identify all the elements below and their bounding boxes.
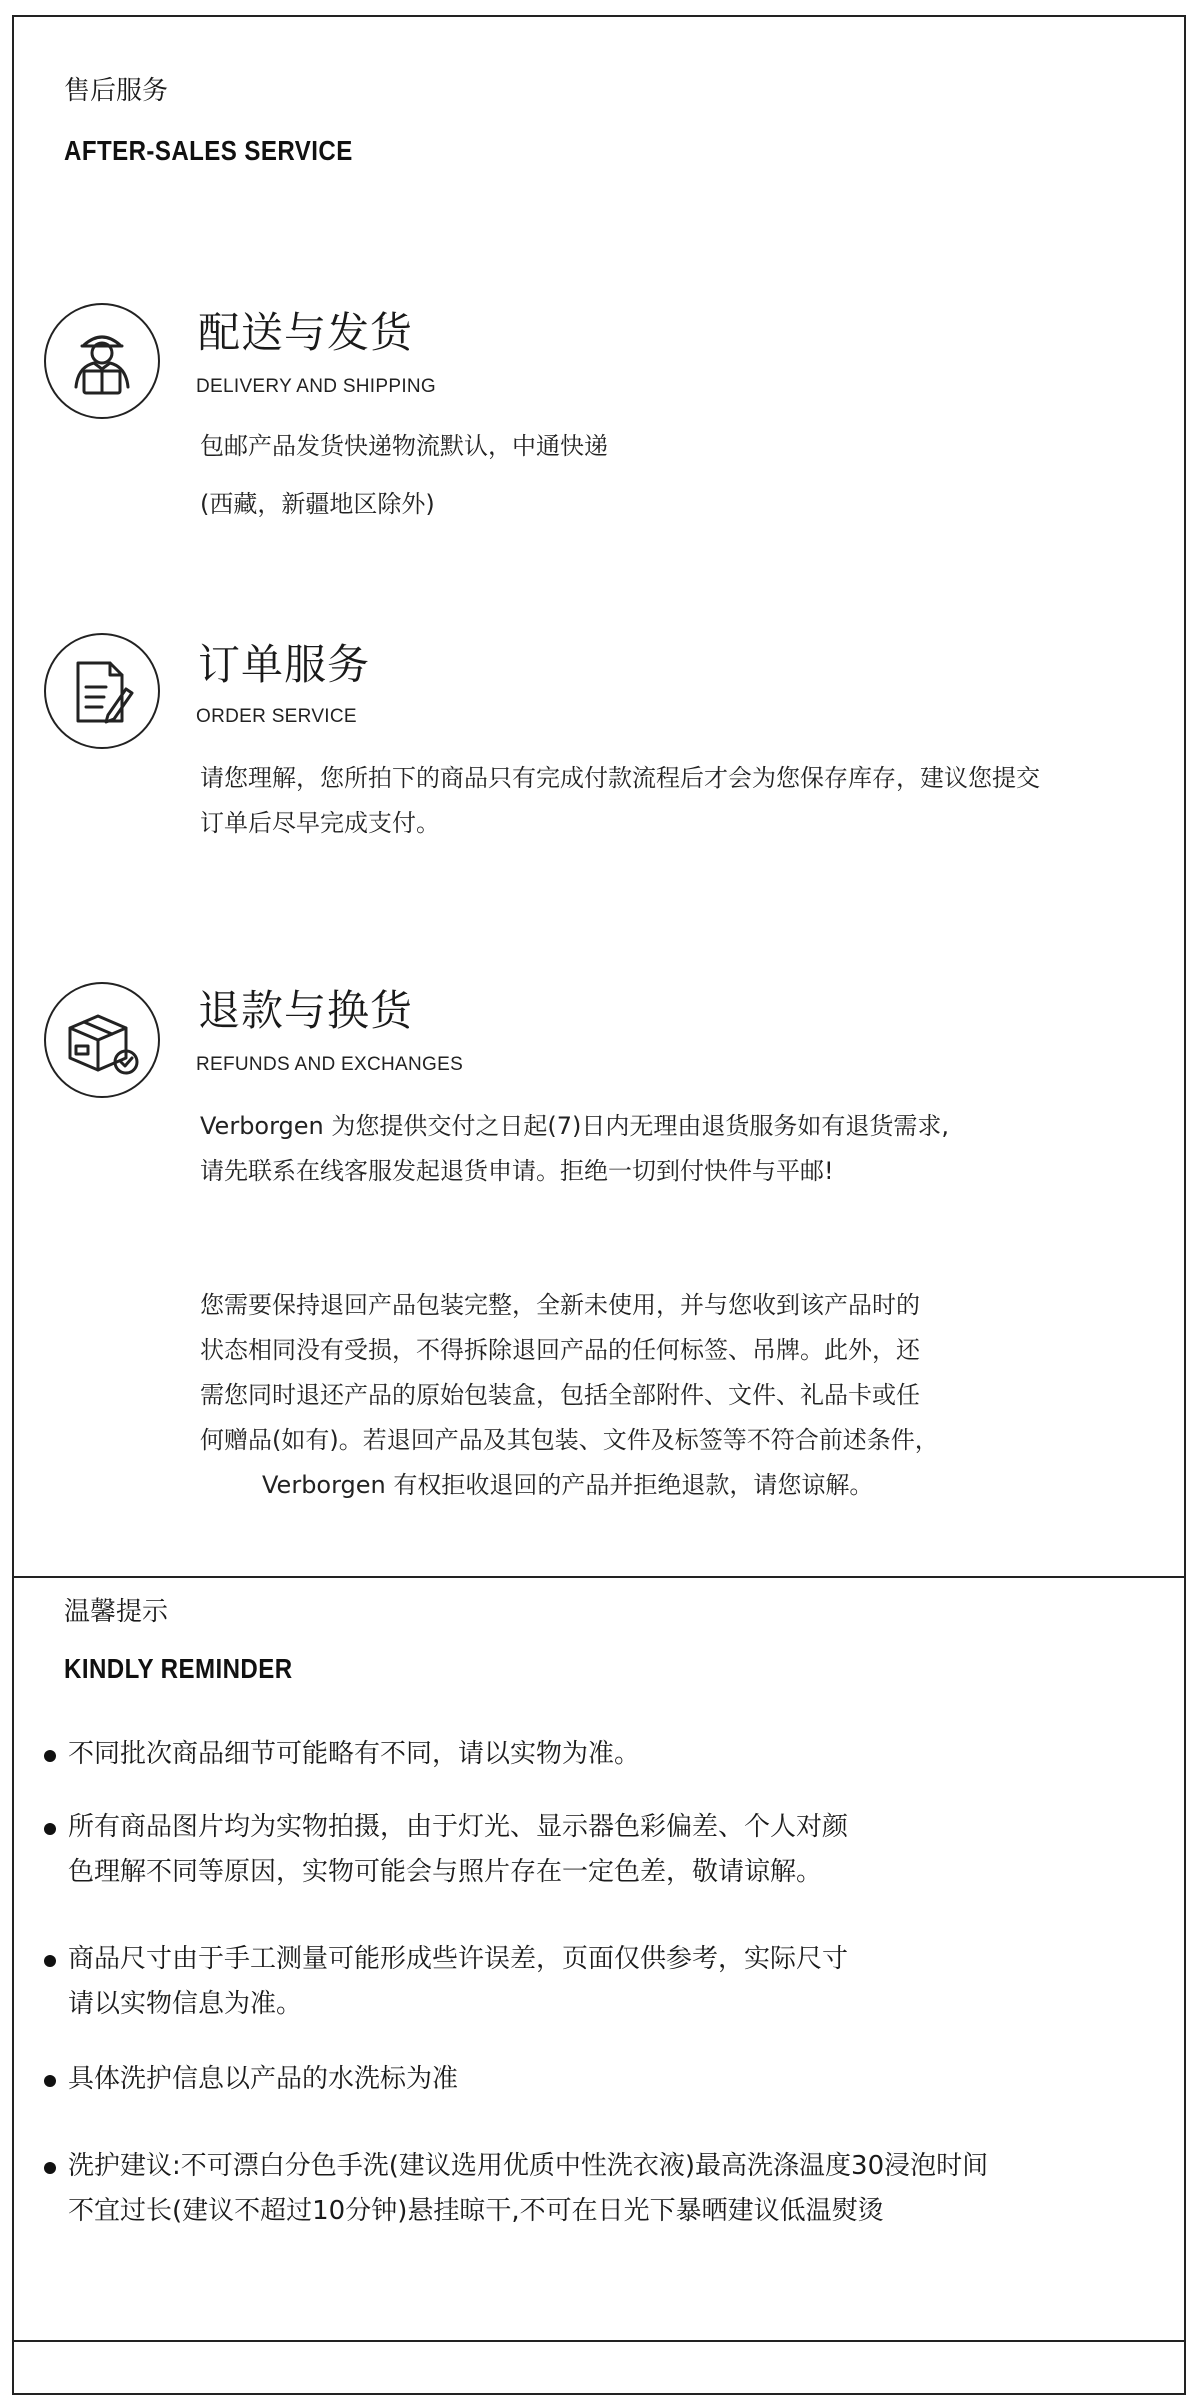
bullet-icon bbox=[44, 1750, 56, 1762]
order-title: 订单服务 bbox=[198, 640, 371, 689]
order-subtitle: ORDER SERVICE bbox=[196, 706, 357, 727]
text-line: 色理解不同等原因，实物可能会与照片存在一定色差，敬请谅解。 bbox=[68, 1857, 823, 1887]
list-item bbox=[44, 1937, 1144, 2027]
text-line: 请以实物信息为准。 bbox=[68, 1989, 303, 2019]
reminder-title-cn: 温馨提示 bbox=[64, 1597, 169, 1627]
bottom-divider bbox=[12, 2340, 1186, 2342]
delivery-title: 配送与发货 bbox=[198, 308, 414, 357]
text-line: 不同批次商品细节可能略有不同，请以实物为准。 bbox=[68, 1739, 641, 1769]
refund-subtitle: REFUNDS AND EXCHANGES bbox=[196, 1054, 464, 1075]
text-line: 所有商品图片均为实物拍摄，由于灯光、显示器色彩偏差、个人对颜 bbox=[68, 1812, 849, 1842]
order-text bbox=[200, 756, 1040, 846]
text-line: Verborgen 为您提供交付之日起(7)日内无理由退货服务如有退货需求, bbox=[200, 1112, 950, 1140]
text-line: 状态相同没有受损，不得拆除退回产品的任何标签、吊牌。此外，还 bbox=[200, 1336, 920, 1364]
order-document-pen-icon bbox=[44, 633, 160, 749]
text-line: 需您同时退还产品的原始包装盒，包括全部附件、文件、礼品卡或任 bbox=[200, 1381, 920, 1409]
text-line: 洗护建议:不可漂白分色手洗(建议选用优质中性洗衣液)最高洗涤温度30浸泡时间 bbox=[68, 2151, 989, 2181]
text-line: 您需要保持退回产品包装完整，全新未使用，并与您收到该产品时的 bbox=[200, 1291, 920, 1319]
bullet-icon bbox=[44, 1823, 56, 1835]
section-divider bbox=[12, 1576, 1186, 1578]
bullet-icon bbox=[44, 2075, 56, 2087]
list-item bbox=[44, 2057, 1144, 2102]
text-line: 请您理解，您所拍下的商品只有完成付款流程后才会为您保存库存，建议您提交 bbox=[200, 764, 1040, 792]
refund-title: 退款与换货 bbox=[198, 986, 414, 1035]
text-line: 商品尺寸由于手工测量可能形成些许误差，页面仅供参考，实际尺寸 bbox=[68, 1944, 849, 1974]
text-line: 不宜过长(建议不超过10分钟)悬挂晾干,不可在日光下暴晒建议低温熨烫 bbox=[68, 2196, 884, 2226]
list-item bbox=[44, 1805, 1144, 1895]
reminder-list bbox=[44, 1732, 1144, 2234]
text-line: 何赠品(如有)。若退回产品及其包装、文件及标签等不符合前述条件， bbox=[200, 1426, 939, 1454]
bullet-icon bbox=[44, 1955, 56, 1967]
text-line: 请先联系在线客服发起退货申请。拒绝一切到付快件与平邮! bbox=[200, 1157, 834, 1185]
refund-notice bbox=[200, 1283, 1000, 1508]
delivery-text bbox=[200, 424, 608, 527]
list-item bbox=[44, 1732, 1144, 1777]
text-line: 订单后尽早完成支付。 bbox=[200, 809, 440, 837]
refund-text bbox=[200, 1104, 949, 1194]
delivery-subtitle: DELIVERY AND SHIPPING bbox=[196, 376, 437, 397]
text-line: (西藏，新疆地区除外) bbox=[200, 490, 435, 518]
delivery-person-icon bbox=[44, 303, 160, 419]
after-sales-title-cn: 售后服务 bbox=[64, 76, 169, 106]
text-line: 具体洗护信息以产品的水洗标为准 bbox=[68, 2064, 459, 2094]
text-line: 包邮产品发货快递物流默认，中通快递 bbox=[200, 432, 608, 460]
reminder-title-en: KINDLY REMINDER bbox=[64, 1653, 293, 1684]
bullet-icon bbox=[44, 2162, 56, 2174]
list-item bbox=[44, 2144, 1144, 2234]
package-box-check-icon bbox=[44, 982, 160, 1098]
after-sales-title-en: AFTER-SALES SERVICE bbox=[64, 135, 353, 166]
text-line: Verborgen 有权拒收退回的产品并拒绝退款，请您谅解。 bbox=[262, 1471, 874, 1499]
